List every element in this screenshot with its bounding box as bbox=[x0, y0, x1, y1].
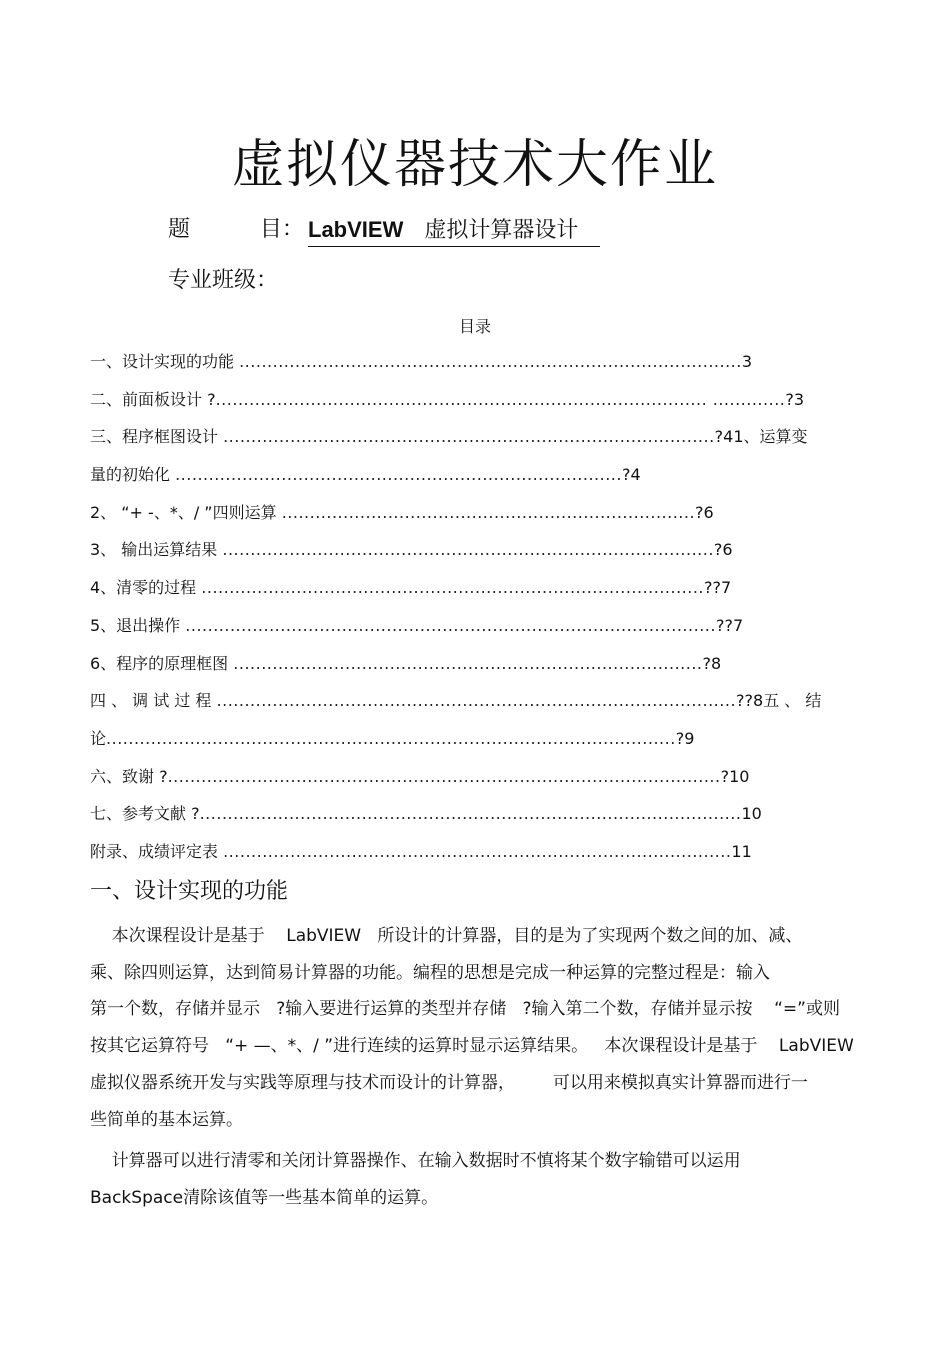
toc-entry-page: 3 bbox=[741, 352, 753, 371]
paragraph-line: BackSpace清除该值等一些基本简单的运算。 bbox=[90, 1187, 439, 1208]
toc-entry-leader: ........................................................................................ bbox=[223, 427, 715, 447]
toc-entry-label: 二、前面板设计 ? bbox=[90, 389, 216, 409]
paragraph-2 bbox=[90, 1143, 860, 1216]
paragraph-line: 第一个数，存储并显示 ?输入要进行运算的类型并存储 ?输入第二个数，存储并显示按 “=”或则 bbox=[90, 999, 840, 1020]
paragraph-line: 些简单的基本运算。 bbox=[90, 1109, 243, 1130]
toc-entry-leader: ........................................................................................ ............. bbox=[215, 389, 786, 409]
toc-entry bbox=[90, 648, 870, 686]
toc-entry-leader: .......................................................................................... bbox=[239, 352, 742, 371]
toc-entry-label: 三、程序框图设计 bbox=[90, 427, 224, 447]
toc-entry bbox=[90, 610, 870, 648]
toc-entry-leader: .......................................................................... bbox=[281, 502, 696, 522]
toc-entry-label: 一、设计实现的功能 bbox=[90, 352, 240, 371]
toc-entry bbox=[90, 798, 870, 836]
paragraph-line: 计算器可以进行清零和关闭计算器操作、在输入数据时不慎将某个数字输错可以运用 bbox=[90, 1151, 741, 1171]
toc-entry-page: ?6 bbox=[695, 502, 714, 522]
toc-entry-page: 10 bbox=[741, 804, 762, 824]
toc-entry-leader: ................................................................................................. bbox=[199, 804, 742, 824]
toc-entry bbox=[90, 421, 870, 459]
toc-entry-leader: .................................................................................... bbox=[233, 653, 703, 673]
topic-label: 题 目： bbox=[168, 217, 304, 242]
toc-entry bbox=[90, 572, 870, 610]
section-title: 一、设计实现的功能 bbox=[90, 879, 289, 904]
toc-entry-label: 2、 “+ -、*、/ ”四则运算 bbox=[90, 502, 282, 522]
toc-entry-label: 六、致谢 ? bbox=[90, 766, 168, 786]
toc-entry bbox=[90, 685, 870, 723]
toc-entry-page: ??7 bbox=[704, 578, 732, 598]
toc-entry-leader: ........................................................................................... bbox=[223, 841, 732, 861]
paragraph-1 bbox=[90, 918, 860, 1138]
toc-entry bbox=[90, 534, 870, 572]
toc-entry-leader: .......................................................................................... bbox=[201, 578, 705, 598]
paragraph-line: 本次课程设计是基于 LabVIEW 所设计的计算器，目的是为了实现两个数之间的加、减、 bbox=[90, 926, 803, 946]
toc-heading: 目录 bbox=[458, 317, 491, 336]
toc-entry bbox=[90, 723, 870, 761]
major-class-label: 专业班级： bbox=[168, 268, 279, 293]
toc-entry bbox=[90, 497, 870, 535]
paragraph-line: 按其它运算符号 “+ —、*、/ ”进行连续的运算时显示运算结果。 本次课程设计是基于 LabVIEW bbox=[90, 1036, 854, 1057]
topic-value bbox=[308, 215, 600, 247]
toc-entry-page: 11 bbox=[731, 841, 752, 861]
toc-entry-label: 3、 输出运算结果 bbox=[90, 540, 223, 560]
toc-entry-label: 七、参考文献 ? bbox=[90, 804, 200, 824]
toc-entry-leader: ............................................................................................. bbox=[216, 691, 737, 711]
topic-value-cn: 虚拟计算器设计 bbox=[403, 218, 579, 243]
toc-entry-page: ??8五 、 结 bbox=[736, 691, 822, 711]
toc-entry bbox=[90, 384, 870, 422]
toc-entry-label: 6、程序的原理框图 bbox=[90, 653, 234, 673]
toc-entry-page: ?9 bbox=[675, 728, 695, 748]
toc-entry-leader: ................................................................................................... bbox=[167, 766, 721, 786]
toc-entry bbox=[90, 459, 870, 497]
toc-entry-page: ?41、运算变 bbox=[714, 427, 808, 447]
toc-entry-page: ?6 bbox=[713, 540, 733, 560]
toc-entry-label: 附录、成绩评定表 bbox=[90, 841, 224, 861]
toc-entry-page: ?10 bbox=[720, 766, 750, 786]
toc-entry-page: ?8 bbox=[702, 653, 722, 673]
toc-entry-label: 四 、 调 试 过 程 bbox=[90, 691, 217, 711]
toc-entry-leader: ............................................................................................... bbox=[185, 615, 716, 635]
toc-entry-label: 论 bbox=[90, 728, 107, 748]
topic-value-en: LabVIEW bbox=[308, 217, 404, 242]
paragraph-line: 乘、除四则运算，达到简易计算器的功能。编程的思想是完成一种运算的完整过程是：输入 bbox=[90, 962, 770, 983]
paragraph-line: 虚拟仪器系统开发与实践等原理与技术而设计的计算器， 可以用来模拟真实计算器而进行一 bbox=[90, 1072, 808, 1093]
toc-entry-label: 4、清零的过程 bbox=[90, 578, 202, 598]
table-of-contents bbox=[90, 346, 870, 874]
toc-entry bbox=[90, 836, 870, 874]
toc-entry-leader: ........................................................................................ bbox=[222, 540, 714, 560]
toc-entry bbox=[90, 346, 870, 384]
toc-entry-label: 量的初始化 bbox=[90, 465, 176, 485]
toc-entry bbox=[90, 761, 870, 799]
toc-entry-page: ?4 bbox=[621, 465, 641, 485]
toc-entry-label: 5、退出操作 bbox=[90, 615, 186, 635]
toc-entry-leader: ...................................................................................................... bbox=[106, 728, 676, 748]
toc-entry-page: ??7 bbox=[715, 615, 744, 635]
document-title: 虚拟仪器技术大作业 bbox=[231, 135, 718, 195]
toc-entry-page: ?3 bbox=[785, 389, 805, 409]
toc-entry-leader: ................................................................................ bbox=[175, 465, 622, 485]
